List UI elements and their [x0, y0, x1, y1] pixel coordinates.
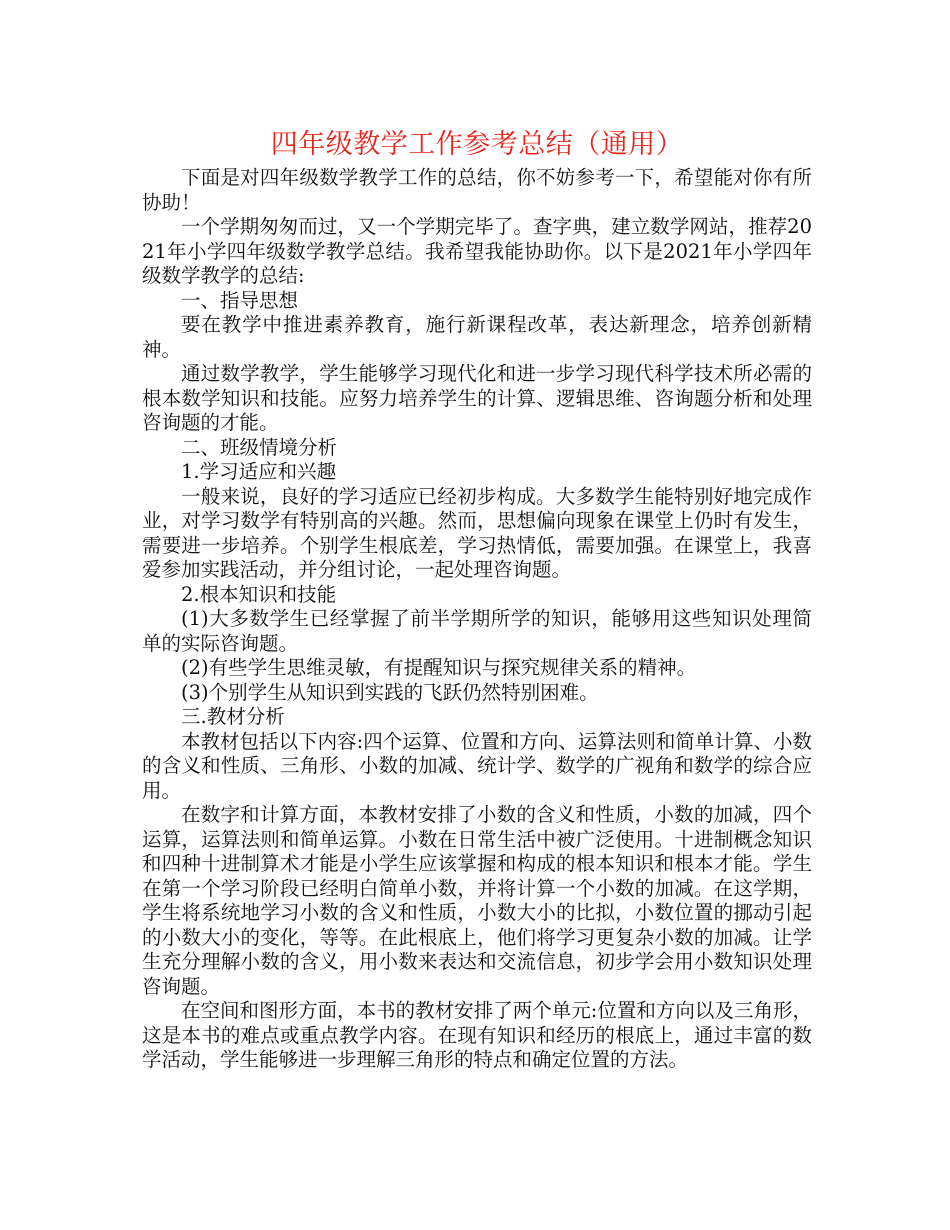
- section-heading: 一、指导思想: [181, 288, 299, 312]
- paragraph: 在数字和计算方面，本教材安排了小数的含义和性质，小数的加减，四个运算，运算法则和简单运算。小数在日常生活中被广泛使用。十进制概念知识和四种十进制算术才能是小学生应该掌握和构成的根本知识和根本才能。学生在第一个学习阶段已经明白简单小数，并将计算一个小数的加减。在这学期，学生将系统地学习小数的含义和性质，小数大小的比拟，小数位置的挪动引起的小数大小的变化，等等。在此根底上，他们将学习更复杂小数的加减。让学生充分理解小数的含义，用小数来表达和交流信息，初步学会用小数知识处理咨询题。: [142, 803, 812, 998]
- paragraph: 下面是对四年级数学教学工作的总结，你不妨参考一下，希望能对你有所协助！: [142, 166, 812, 214]
- subsection-heading: 1.学习适应和兴趣: [181, 460, 337, 483]
- paragraph: 一个学期匆匆而过，又一个学期完毕了。查字典，建立数学网站，推荐2021年小学四年级数学教学总结。我希望我能协助你。以下是2021年小学四年级数学教学的总结:: [142, 215, 812, 287]
- paragraph: 本教材包括以下内容:四个运算、位置和方向、运算法则和简单计算、小数的含义和性质、三角形、小数的加减、统计学、数学的广视角和数学的综合应用。: [142, 729, 812, 802]
- document-page: [142, 128, 812, 1073]
- section-heading: 二、班级情境分析: [181, 435, 338, 459]
- paragraph: 一般来说，良好的学习适应已经初步构成。大多数学生能特别好地完成作业，对学习数学有特别高的兴趣。然而，思想偏向现象在课堂上仍时有发生，需要进一步培养。个别学生根底差，学习热情低，需要加强。在课堂上，我喜爱参加实践活动，并分组讨论，一起处理咨询题。: [142, 484, 812, 581]
- list-item: (2)有些学生思维灵敏，有提醒知识与探究规律关系的精神。: [181, 656, 697, 679]
- paragraph: 通过数学教学，学生能够学习现代化和进一步学习现代科学技术所必需的根本数学知识和技能。应努力培养学生的计算、逻辑思维、咨询题分析和处理咨询题的才能。: [142, 362, 812, 434]
- list-item: (3)个别学生从知识到实践的飞跃仍然特别困难。: [181, 680, 599, 704]
- document-title: 四年级教学工作参考总结（通用）: [270, 129, 684, 160]
- paragraph: 要在教学中推进素养教育，施行新课程改革，表达新理念，培养创新精神。: [142, 313, 812, 361]
- list-item: (1)大多数学生已经掌握了前半学期所学的知识，能够用这些知识处理简单的实际咨询题。: [142, 607, 812, 655]
- section-heading: 三.教材分析: [181, 705, 285, 728]
- subsection-heading: 2.根本知识和技能: [181, 582, 337, 606]
- document-body: [142, 166, 812, 1073]
- paragraph: 在空间和图形方面，本书的教材安排了两个单元:位置和方向以及三角形，这是本书的难点或重点教学内容。在现有知识和经历的根底上，通过丰富的数学活动，学生能够进一步理解三角形的特点和确定位置的方法。: [142, 999, 812, 1071]
